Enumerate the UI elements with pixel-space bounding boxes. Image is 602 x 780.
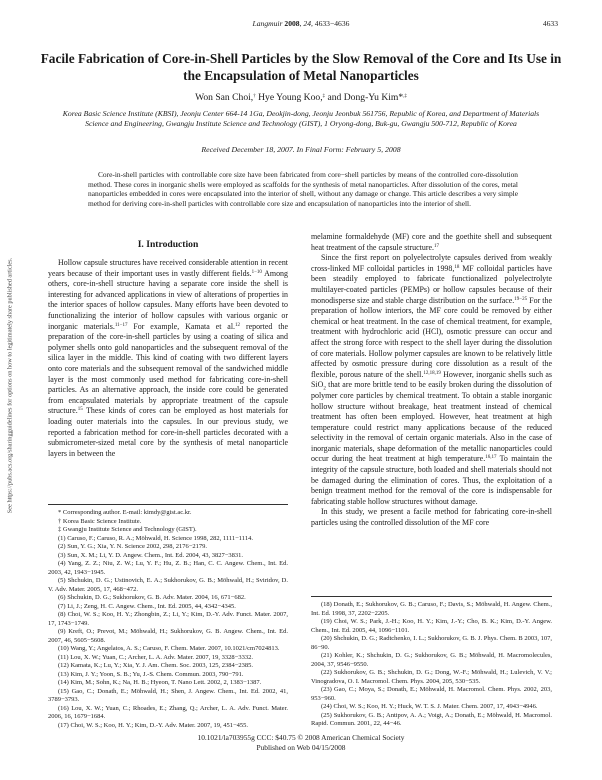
article-title: Facile Fabrication of Core-in-Shell Particles by the Slow Removal of the Core and Its Use in the Encapsulation of Metal Nanoparticles — [40, 51, 562, 83]
intro-paragraph-2: Since the first report on polyelectrolyte capsules derived from weakly cross-linked MF colloidal particles in 1998,18 MF colloidal particles have been steadily employed to fabricate functionalized polyelectrolyte multilayer-coated particles (PEMPs) or hollow capsules because of their monodisperse size and stable charge distribution on the surface.$^{19-25}$ For the preparation of hollow interiors, the MF core could be removed by either chemical or heat treatment. In the case of chemical treatment, for example, treatment with hydrochloric acid (HCl), osmotic pressure can occur and affect the strong force with respect to the shell layer during the dissolution of core materials. Hollow polymer capsules are known to be relatively little affected by osmotic pressure during core dissolution as a result of the flexible, porous nature of the shell.$^{12,18,19}$ However, inorganic shells such as SiO$_2$ that are more brittle tend to be easily broken during the dissolution of polymer core particles by chemical treatment. To obtain a stable inorganic hollow structure without breakage, heat treatment instead of chemical treatment has often been employed. However, heat treatment at high temperature could restrict many applications because of the reduced selectivity in the removal of certain organic materials. Also in the case of inorganic materials, shape deformation of the metallic nanoparticles could occur during the heat treatment at high temperature.$^{16,17}$ To maintain the integrity of the capsule structure, both loaded and shell materials should not be damaged during the elimination of cores. Thus, the exploitation of a benign treatment method for the removal of the core is indispensable for fabricating stable hollow structures without damage. — [311, 253, 552, 506]
reference-item: (5) Shchukin, D. G.; Ustinovich, E. A.; Sukhorukov, G. B.; Möhwald, H.; Sviridov, D. V. Adv. Mater. 2005, 17, 468−472. — [48, 577, 288, 593]
received-dates: Received December 18, 2007. In Final Form: February 5, 2008 — [201, 145, 401, 154]
reference-item: (19) Choi, W. S.; Park, J.-H.; Koo, H. Y.; Kim, J.-Y.; Cho, B. K.; Kim, D.-Y. Angew. Chem., Int. Ed. 2005, 44, 1096−1101. — [311, 618, 552, 634]
footnote-divider — [48, 504, 288, 505]
intro-paragraph-1-continued — [311, 232, 552, 253]
reference-item: (15) Gao, C.; Donath, E.; Möhwald, H.; Shen, J. Angew. Chem., Int. Ed. 2002, 41, 3789−3793. — [48, 687, 288, 703]
intro-paragraph-1: Hollow capsule structures have received considerable attention in recent years because of their important uses in vastly different fields.$^{1-10}$ Among others, core-in-shell structure having a separate core inside the shell is interesting for advanced applications in view of alterations of properties in the interior spaces of hollow capsules. Many efforts have been devoted to functionalizing the interior of hollow capsules with various organic or inorganic materials.$^{11-17}$ For example, Kamata et al.$^{12}$ reported the preparation of the core-in-shell particles by using a coating of silica and polymer shells onto gold nanoparticles and the subsequent removal of the silica layer in the middle. This kind of coating with two different layers onto core materials and the subsequent removal of the sandwiched middle layer is the most commonly used method for fabricating core-in-shell particles. As an alternative approach, the inside core could be generated from encapsulated materials by appropriate treatment of the capsule structure.$^{15}$ These kinds of cores can be employed as host materials for loading outer materials into the capsules. In our previous study, we reported a fabrication method for core-in-shell particles decorated with a submicrometer-sized metal core by the synthesis of metal nanoparticle layers in between the — [48, 258, 288, 458]
citation: 18 — [454, 264, 460, 270]
right-column — [311, 232, 552, 529]
reference-item: (9) Kreft, O.; Prevot, M.; Möhwald, H.; Sukhorukov, G. B. Angew. Chem., Int. Ed. 2007, 46, 5605−5608. — [48, 628, 288, 644]
reference-item: (13) Kim, J. Y.; Yoon, S. B.; Yu, J.-S. Chem. Commun. 2003, 790−791. — [58, 670, 244, 678]
subscript: 2 — [323, 386, 326, 392]
journal-citation: Langmuir 2008, 24, 4633−4636 — [252, 19, 350, 28]
reference-item: (1) Caruso, F.; Caruso, R. A.; Möhwald, H. Science 1998, 282, 1111−1114. — [58, 534, 253, 542]
page-footer — [0, 733, 602, 752]
journal-pages: 4633−4636 — [314, 19, 350, 28]
intro-paragraph-1-tail: melamine formaldehyde (MF) core and the goethite shell and subsequent heat treatment of the capsule structure. — [311, 232, 552, 252]
sharing-guidelines-notice — [7, 76, 14, 696]
author-mark: ,‡ — [403, 94, 407, 99]
reference-item: (23) Gao, C.; Moya, S.; Donath, E.; Möhwald, H. Macromol. Chem. Phys. 2002, 203, 953−960. — [311, 686, 552, 702]
reference-item: (21) Kohler, K.; Shchukin, D. G.; Sukhorukov, G. B.; Möhwald, H. Macromolecules, 2004, 37, 9546−9550. — [311, 652, 552, 668]
reference-item: (22) Sukhorukov, G. B.; Shchukin, D. G.; Dong, W.-F.; Möhwald, H.; Lulevich, V. V.; Vinogradova, O. I. Macromol. Chem. Phys. 2004, 205, 530−535. — [311, 669, 552, 685]
citation: 19−25 — [514, 296, 528, 302]
sharing-guidelines-text: See https://pubs.acs.org/sharingguidelines for options on how to legitimately share published articles. — [6, 257, 14, 514]
reference-item: (7) Li, J.; Zeng, H. C. Angew. Chem., Int. Ed. 2005, 44, 4342−4345. — [58, 602, 236, 610]
doi-copyright-line: 10.1021/la703955g CCC: $40.75 © 2008 American Chemical Society — [197, 733, 405, 742]
author-list — [40, 92, 562, 103]
citation: 11−17 — [114, 322, 128, 328]
reference-item: (18) Donath, E.; Sukhorukov, G. B.; Caruso, F.; Davis, S.; Möhwald, H. Angew. Chem., Int. Ed. 1998, 37, 2202−2205. — [311, 601, 552, 617]
reference-list-left — [48, 535, 288, 731]
reference-divider — [311, 596, 552, 597]
reference-item: (6) Shchukin, D. G.; Sukhorukov, G. B. Adv. Mater. 2004, 16, 671−682. — [58, 594, 246, 601]
publication-date: Published on Web 04/15/2008 — [256, 742, 346, 752]
journal-volume: 24 — [303, 19, 311, 28]
reference-list-right — [311, 601, 552, 729]
reference-item: (11) Lou, X. W.; Yuan, C.; Archer, L. A. Adv. Mater. 2007, 19, 3328−3332. — [58, 653, 253, 661]
reference-item: (17) Choi, W. S.; Koo, H. Y.; Kim, D.-Y. Adv. Mater. 2007, 19, 451−455. — [58, 721, 249, 729]
left-column — [48, 232, 288, 459]
author-mark: ‡ — [322, 94, 326, 99]
reference-item: (2) Sun, Y. G.; Xia, Y. N. Science 2002, 298, 2176−2179. — [58, 543, 208, 550]
intro-paragraph-3: In this study, we present a facile method for fabricating core-in-shell particles using the controlled dissolution of the MF core — [311, 507, 552, 528]
running-head — [0, 19, 602, 31]
left-footnotes — [48, 504, 288, 730]
footnote-ddagger: ‡ Gwangju Institute Science and Technology (GIST). — [58, 526, 197, 533]
right-footnotes — [311, 596, 552, 729]
reference-item: (16) Lou, X. W.; Yuan, C.; Rhoades, E.; Zhang, Q.; Archer, L. A. Adv. Funct. Mater. 2006, 16, 1679−1684. — [48, 704, 288, 720]
author-name: and Dong-Yu Kim* — [327, 92, 404, 103]
journal-name: Langmuir — [252, 19, 283, 28]
author-mark: † — [253, 94, 256, 99]
reference-item: (20) Shchukin, D. G.; Radtchenko, I. L.; Sukhorukov, G. B. J. Phys. Chem. B 2003, 107, 86−90. — [311, 635, 552, 651]
citation: 1−10 — [251, 269, 262, 275]
section-heading-introduction: I. Introduction — [137, 239, 199, 250]
affiliations: Korea Basic Science Institute (KBSI), Jeonju Center 664-14 1Ga, Deokjin-dong, Jeonju Jeonbuk 561756, Republic of Korea, and Department of Materials Science and Engineering, Gwangju Institute Science and Technology (GIST), 1 Oryong-dong, Buk-gu, Gwangju 500-712, Republic of Korea — [62, 109, 540, 128]
author-name: Hye Young Koo, — [258, 92, 323, 103]
footnote-dagger: † Korea Basic Science Institute. — [58, 517, 142, 525]
journal-year: 2008 — [284, 19, 300, 28]
page-number: 4633 — [542, 19, 558, 28]
reference-item: (8) Choi, W. S.; Koo, H. Y.; Zhongbin, Z.; Li, Y.; Kim, D.-Y. Adv. Funct. Mater. 2007, 17, 1743−1749. — [48, 611, 288, 627]
reference-item: (25) Sukhorukov, G. B.; Antipov, A. A.; Voigt, A.; Donath, E.; Möhwald, H. Macromol. Rapid. Commun. 2001, 22, 44−46. — [311, 711, 552, 727]
citation: 17 — [433, 243, 439, 249]
citation: 16,17 — [485, 455, 497, 461]
citation: 15 — [77, 407, 83, 413]
author-name: Won San Choi, — [195, 92, 254, 103]
reference-item: (3) Sun, X. M.; Li, Y. D. Angew. Chem., Int. Ed. 2004, 43, 3827−3831. — [58, 551, 244, 559]
reference-item: (12) Kamata, K.; Lu, Y.; Xia, Y. J. Am. Chem. Soc. 2003, 125, 2384−2385. — [58, 662, 254, 669]
abstract: Core-in-shell particles with controllable core size have been fabricated from core−shell particles by means of the controlled core-dissolution method. These cores in inorganic shells were employed as scaffolds for the synthesis of metal nanoparticles. After dissolution of the cores, metal nanoparticles embedded in cores were encapsulated into the interior of shell, without any damage or change. This article describes a very simple method for deriving core-in-shell particles with controllable core size and encapsulation of nanoparticles into the interior of shell. — [88, 170, 518, 209]
reference-item: (24) Choi, W. S.; Koo, H. Y.; Huck, W. T. S. J. Mater. Chem. 2007, 17, 4943−4946. — [321, 703, 538, 710]
reference-item: (14) Kim, M.; Sohn, K.; Na, H. B.; Hyeon, T. Nano Lett. 2002, 2, 1383−1387. — [58, 679, 262, 686]
reference-item: (10) Wang, Y.; Angelatos, A. S.; Caruso, F. Chem. Mater. 2007, 10.1021/cm7024813. — [58, 645, 280, 652]
reference-item: (4) Yang, Z. Z.; Niu, Z. W.; Lu, Y. F.; Hu, Z. B.; Han, C. C. Angew. Chem., Int. Ed. 2003, 42, 1943−1945. — [48, 560, 288, 576]
citation: 12 — [235, 322, 241, 328]
citation: 12,18,19 — [423, 370, 441, 376]
footnote-corresponding: * Corresponding author. E-mail: kimdy@gist.ac.kr. — [58, 509, 192, 516]
